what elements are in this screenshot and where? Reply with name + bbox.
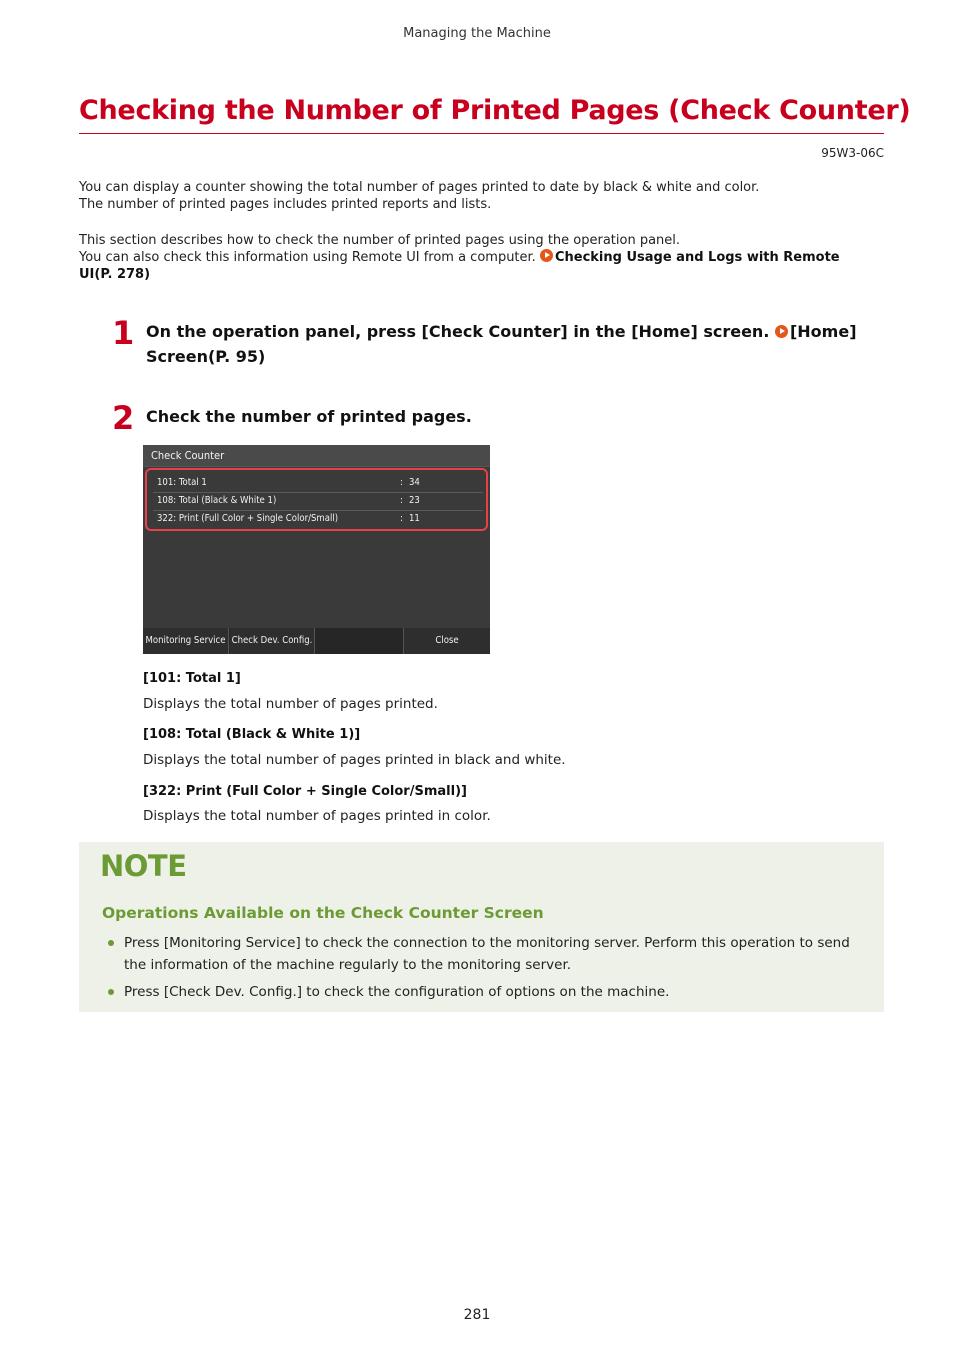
row-divider [153,492,483,493]
note-box [79,842,884,1012]
counter-row-label: 108: Total (Black & White 1) [157,495,277,506]
close-button[interactable]: Close [403,628,490,654]
step-2-number: 2 [112,399,135,437]
row-divider [153,510,483,511]
definition-term: [101: Total 1] [143,671,241,686]
intro-line-4: You can also check this information using Remote UI from a computer. [79,250,536,265]
intro-line-1: You can display a counter showing the total number of pages printed to date by black & white and color. [79,180,760,195]
intro-line-4-container [79,249,869,266]
counter-row-value: 23 [409,495,420,506]
remote-ui-link-continued[interactable]: UI(P. 278) [79,267,151,282]
step-2-text: Check the number of printed pages. [146,407,472,426]
remote-ui-link[interactable]: Checking Usage and Logs with Remote [540,250,840,265]
note-bullet-1-line-1: Press [Monitoring Service] to check the connection to the monitoring server. Perform this operation to send [124,935,850,951]
counter-row-value: 34 [409,477,420,488]
note-heading: NOTE [100,849,187,883]
step-1-number: 1 [112,314,135,352]
definition-term: [322: Print (Full Color + Single Color/Small)] [143,784,467,799]
step-1-text [146,319,866,369]
link-arrow-icon [775,325,788,338]
note-bullet-1-line-2: the information of the machine regularly to the monitoring server. [124,957,572,973]
bullet-dot-icon [108,940,114,946]
panel-footer [143,628,490,654]
monitoring-service-button[interactable]: Monitoring Service [143,628,229,654]
definition-description: Displays the total number of pages printed. [143,696,438,712]
step-1-instruction: On the operation panel, press [Check Counter] in the [Home] screen. [146,322,770,341]
title-divider [79,133,884,134]
page-title: Checking the Number of Printed Pages (Check Counter) [79,95,911,126]
definition-term: [108: Total (Black & White 1)] [143,727,361,742]
definition-description: Displays the total number of pages printed in black and white. [143,752,566,768]
note-subheading: Operations Available on the Check Counter Screen [102,904,544,922]
note-bullet-1 [108,932,868,976]
counter-row-colon: : [400,477,403,488]
document-code: 95W3-06C [821,146,884,160]
home-screen-link[interactable]: [Home] [775,322,857,341]
counter-row-label: 101: Total 1 [157,477,207,488]
page-number: 281 [463,1307,491,1323]
counter-row-label: 322: Print (Full Color + Single Color/Small) [157,513,339,524]
note-bullet-2-text: Press [Check Dev. Config.] to check the configuration of options on the machine. [124,984,670,1000]
check-dev-config-button[interactable]: Check Dev. Config. [230,628,315,654]
check-counter-screen [143,445,490,654]
counter-row-colon: : [400,495,403,506]
counter-list-highlight [145,468,488,531]
panel-title: Check Counter [143,445,490,467]
counter-row-value: 11 [409,513,420,524]
bullet-dot-icon [108,989,114,995]
note-bullet-2 [108,981,868,1003]
counter-row-colon: : [400,513,403,524]
intro-paragraph-2 [79,232,869,283]
home-screen-link-continued[interactable]: Screen(P. 95) [146,347,266,366]
intro-paragraph-1 [79,179,869,213]
running-head: Managing the Machine [403,26,551,41]
intro-line-3: This section describes how to check the number of printed pages using the operation panel. [79,233,681,248]
definition-description: Displays the total number of pages printed in color. [143,808,491,824]
intro-line-2: The number of printed pages includes printed reports and lists. [79,197,492,212]
link-arrow-icon [540,249,553,262]
